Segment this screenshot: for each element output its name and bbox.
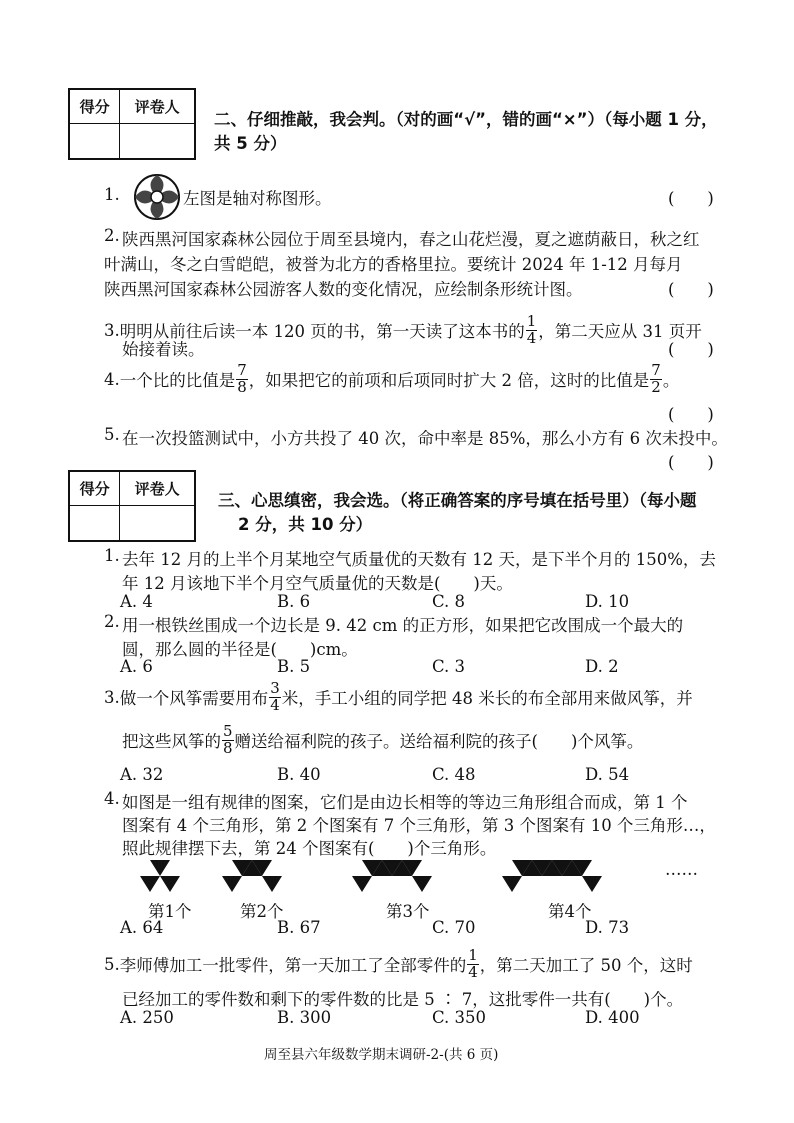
s3-q3-number: 3. <box>104 687 120 707</box>
triangle-pattern-figure <box>140 860 740 900</box>
s2-q5-number: 5. <box>104 425 120 444</box>
option-c[interactable]: C. 3 <box>432 657 466 676</box>
s3-q1-line2: 年 12 月该地下半个月空气质量优的天数是( )天。 <box>122 574 513 593</box>
s2-q2-line2: 叶满山，冬之白雪皑皑，被誉为北方的香格里拉。要统计 2024 年 1-12 月每月 <box>104 255 683 274</box>
fraction: $\frac{7}{8}$ <box>237 360 247 396</box>
option-b[interactable]: B. 40 <box>277 765 321 784</box>
fraction: $\frac{5}{8}$ <box>223 721 233 757</box>
score-box-section3 <box>68 470 196 542</box>
option-b[interactable]: B. 5 <box>277 657 311 676</box>
s3-q1-line1: 去年 12 月的上半个月某地空气质量优的天数有 12 天，是下半个月的 150%，去 <box>122 550 716 569</box>
section3-title: 三、心思缜密，我会选。（将正确答案的序号填在括号里）（每小题 <box>218 491 697 510</box>
option-a[interactable]: A. 250 <box>120 1008 174 1027</box>
fraction: $\frac{1}{4}$ <box>526 311 537 347</box>
triangle-mark <box>582 876 602 892</box>
s3-q2-line1: 用一根铁丝围成一个边长是 9. 42 cm 的正方形，如果把它改围成一个最大的 <box>122 616 684 635</box>
s3-q3-line2: 把这些风筝的 $\frac{5}{8}$ 赠送给福利院的孩子。送给福利院的孩子( )个风筝。 <box>122 721 644 757</box>
option-d[interactable]: D. 54 <box>585 765 630 784</box>
triangle-mark <box>160 876 180 892</box>
fraction: $\frac{7}{2}$ <box>651 360 661 396</box>
option-a[interactable]: A. 4 <box>120 592 153 611</box>
answer-paren[interactable]: ( ) <box>668 453 714 472</box>
triangle-mark <box>140 876 160 892</box>
s3-q4-line2: 图案有 4 个三角形，第 2 个图案有 7 个三角形，第 3 个图案有 10 个三角形…， <box>122 816 716 835</box>
triangle-mark <box>502 876 522 892</box>
s2-q1-text: 左图是轴对称图形。 <box>183 189 332 208</box>
s2-q3-number: 3. <box>104 320 120 340</box>
figure-label-2: 第2个 <box>240 902 284 921</box>
option-b[interactable]: B. 6 <box>277 592 311 611</box>
answer-paren[interactable]: ( ) <box>668 280 714 299</box>
score-header: 得分 <box>69 89 120 123</box>
triangle-mark <box>412 876 432 892</box>
s3-q5-line1: 5. 李师傅加工一批零件，第一天加工了全部零件的 $\frac{1}{4}$ ，第二天加工了 50 个，这时 <box>104 945 693 981</box>
section3-title-line2: 2 分，共 10 分） <box>238 515 373 534</box>
section2-title: 二、仔细推敲，我会判。（对的画“√”，错的画“×”）（每小题 1 分， <box>214 110 718 129</box>
s3-q2-number: 2. <box>104 612 120 631</box>
option-a[interactable]: A. 32 <box>120 765 164 784</box>
score-header: 得分 <box>69 471 120 505</box>
figure-label-4: 第4个 <box>548 902 592 921</box>
s3-q5-number: 5. <box>104 954 120 974</box>
s2-q2-line3: 陕西黑河国家森林公园游客人数的变化情况，应绘制条形统计图。 <box>104 280 583 299</box>
score-cell[interactable] <box>69 123 120 159</box>
option-d[interactable]: D. 2 <box>585 657 619 676</box>
s2-q2-line1: 陕西黑河国家森林公园位于周至县境内，春之山花烂漫，夏之遮荫蔽日，秋之红 <box>122 230 700 249</box>
grader-header: 评卷人 <box>120 471 195 505</box>
s3-q5-line2: 已经加工的零件数和剩下的零件数的比是 5 ∶ 7，这批零件一共有( )个。 <box>122 990 684 1009</box>
page-footer: 周至县六年级数学期末调研-2-(共 6 页) <box>264 1047 499 1063</box>
fraction: $\frac{1}{4}$ <box>468 945 478 981</box>
section2-title-line2: 共 5 分） <box>214 134 287 153</box>
option-d[interactable]: D. 10 <box>585 592 630 611</box>
option-a[interactable]: A. 6 <box>120 657 153 676</box>
grader-cell[interactable] <box>120 123 195 159</box>
s3-q4-number: 4. <box>104 789 120 808</box>
option-b[interactable]: B. 67 <box>277 918 321 937</box>
s2-q2-number: 2. <box>104 226 120 245</box>
s3-q1-number: 1. <box>104 546 120 565</box>
option-d[interactable]: D. 73 <box>585 918 630 937</box>
symmetry-figure-icon <box>132 172 182 222</box>
s2-q3-line1: 3. 明明从前往后读一本 120 页的书，第一天读了这本书的 $\frac{1}{4}$ ，第二天应从 31 页开 <box>104 311 702 347</box>
score-cell[interactable] <box>69 505 120 541</box>
fraction: $\frac{3}{4}$ <box>270 678 280 714</box>
answer-paren[interactable]: ( ) <box>668 340 714 359</box>
figure-label-1: 第1个 <box>148 902 192 921</box>
triangle-patterns <box>140 860 602 892</box>
triangle-mark <box>222 876 242 892</box>
option-d[interactable]: D. 400 <box>585 1008 640 1027</box>
score-box-section2 <box>68 88 196 160</box>
option-c[interactable]: C. 350 <box>432 1008 487 1027</box>
answer-paren[interactable]: ( ) <box>668 405 714 424</box>
s2-q5-text: 在一次投篮测试中，小方共投了 40 次，命中率是 85%，那么小方有 6 次未投中。 <box>122 429 728 448</box>
option-c[interactable]: C. 48 <box>432 765 476 784</box>
s2-q4-number: 4. <box>104 369 120 389</box>
option-a[interactable]: A. 64 <box>120 918 164 937</box>
answer-paren[interactable]: ( ) <box>668 189 714 208</box>
s3-q4-line1: 如图是一组有规律的图案，它们是由边长相等的等边三角形组合而成，第 1 个 <box>122 793 688 812</box>
s2-q4-line1: 4. 一个比的比值是 $\frac{7}{8}$ ，如果把它的前项和后项同时扩大 2 倍，这时的比值是 $\frac{7}{2}$ 。 <box>104 360 680 396</box>
option-b[interactable]: B. 300 <box>277 1008 332 1027</box>
s3-q4-line3: 照此规律摆下去，第 24 个图案有( )个三角形。 <box>122 839 497 858</box>
triangle-mark <box>150 860 170 876</box>
grader-header: 评卷人 <box>120 89 195 123</box>
grader-cell[interactable] <box>120 505 195 541</box>
triangle-mark <box>262 876 282 892</box>
option-c[interactable]: C. 8 <box>432 592 466 611</box>
s3-q3-line1: 3. 做一个风筝需要用布 $\frac{3}{4}$ 米，手工小组的同学把 48 米长的布全部用来做风筝，并 <box>104 678 693 714</box>
figure-label-3: 第3个 <box>386 902 430 921</box>
figure-ellipsis: …… <box>665 860 698 879</box>
option-c[interactable]: C. 70 <box>432 918 476 937</box>
s2-q1-number: 1. <box>104 185 120 204</box>
triangle-mark <box>352 876 372 892</box>
s2-q3-line2: 始接着读。 <box>122 340 205 359</box>
s3-q2-line2: 圆，那么圆的半径是( )cm。 <box>122 640 358 659</box>
